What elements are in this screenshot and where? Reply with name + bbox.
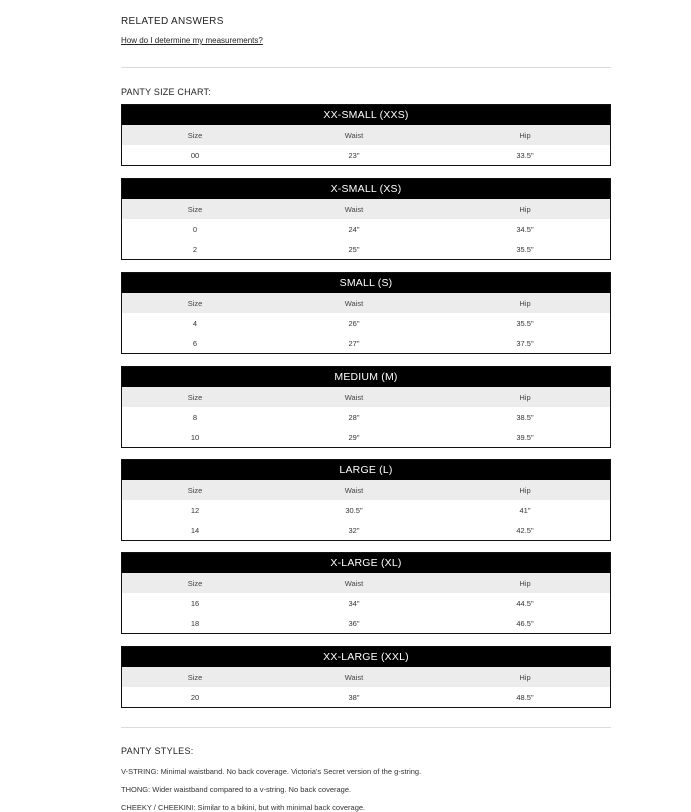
column-header: Hip [519,392,531,402]
table-cell: 32" [348,525,360,535]
column-header: Hip [519,204,531,214]
size-table [121,459,611,541]
style-thong: THONG: Wider waistband compared to a v-string. No back coverage. [121,785,352,794]
column-header-row [122,125,610,145]
table-cell: 2 [192,244,198,254]
column-header: Hip [519,672,531,682]
table-cell: 39.5" [516,432,534,442]
style-v-string: V-STRING: Minimal waistband. No back coverage. Victoria's Secret version of the g-string. [121,767,422,776]
table-row [122,407,610,427]
table-cell: 8 [192,412,198,422]
table-row [122,520,610,540]
table-cell: 26" [348,318,360,328]
table-cell: 10 [190,432,200,442]
table-cell: 33.5" [516,150,534,160]
size-table-title: X-SMALL (XS) [122,179,610,199]
table-row [122,145,610,165]
size-table [121,646,611,708]
column-header: Size [187,485,203,495]
table-row [122,613,610,633]
size-table [121,178,611,260]
column-header: Hip [519,485,531,495]
table-cell: 28" [348,412,360,422]
table-cell: 12 [190,505,200,515]
column-header: Size [187,578,203,588]
table-cell: 35.5" [516,244,534,254]
size-table-title: XX-LARGE (XXL) [122,647,610,667]
table-cell: 29" [348,432,360,442]
style-cheeky: CHEEKY / CHEEKINI: Similar to a bikini, but with minimal back coverage. [121,803,366,812]
table-cell: 38.5" [516,412,534,422]
column-header: Waist [344,392,364,402]
size-table [121,272,611,354]
table-row [122,427,610,447]
column-header: Size [187,392,203,402]
table-row [122,687,610,707]
column-header-row [122,573,610,593]
column-header-row [122,480,610,500]
table-cell: 4 [192,318,198,328]
table-cell: 37.5" [516,338,534,348]
table-cell: 42.5" [516,525,534,535]
table-cell: 34.5" [516,224,534,234]
size-table [121,552,611,634]
size-chart-heading: PANTY SIZE CHART: [121,87,211,97]
table-cell: 41" [519,505,531,515]
divider [121,727,611,728]
table-row [122,500,610,520]
table-cell: 35.5" [516,318,534,328]
table-row [122,313,610,333]
table-cell: 18 [190,618,200,628]
table-cell: 38" [348,692,360,702]
column-header-row [122,199,610,219]
table-row [122,219,610,239]
table-cell: 44.5" [516,598,534,608]
column-header: Size [187,130,203,140]
table-cell: 0 [192,224,198,234]
table-cell: 23" [348,150,360,160]
size-table-title: MEDIUM (M) [122,367,610,387]
column-header: Hip [519,298,531,308]
table-cell: 16 [190,598,200,608]
table-cell: 34" [348,598,360,608]
size-table [121,104,611,166]
divider [121,67,611,68]
size-table-title: XX-SMALL (XXS) [122,105,610,125]
table-cell: 25" [348,244,360,254]
table-cell: 48.5" [516,692,534,702]
size-table-title: LARGE (L) [122,460,610,480]
table-row [122,333,610,353]
column-header: Hip [519,130,531,140]
table-cell: 24" [348,224,360,234]
column-header: Size [187,298,203,308]
panty-styles-heading: PANTY STYLES: [121,746,194,756]
column-header: Size [187,204,203,214]
column-header-row [122,293,610,313]
column-header: Waist [344,130,364,140]
table-cell: 36" [348,618,360,628]
table-row [122,593,610,613]
column-header: Waist [344,485,364,495]
table-cell: 14 [190,525,200,535]
table-cell: 46.5" [516,618,534,628]
column-header: Size [187,672,203,682]
table-row [122,239,610,259]
column-header: Waist [344,298,364,308]
column-header: Waist [344,578,364,588]
related-answers-heading: RELATED ANSWERS [121,16,224,27]
size-table-title: X-LARGE (XL) [122,553,610,573]
measurements-help-link[interactable]: How do I determine my measurements? [121,36,263,45]
table-cell: 6 [192,338,198,348]
column-header: Waist [344,204,364,214]
column-header: Waist [344,672,364,682]
column-header-row [122,667,610,687]
table-cell: 30.5" [345,505,363,515]
size-table [121,366,611,448]
table-cell: 20 [190,692,200,702]
column-header-row [122,387,610,407]
column-header: Hip [519,578,531,588]
table-cell: 27" [348,338,360,348]
table-cell: 00 [190,150,200,160]
size-table-title: SMALL (S) [122,273,610,293]
